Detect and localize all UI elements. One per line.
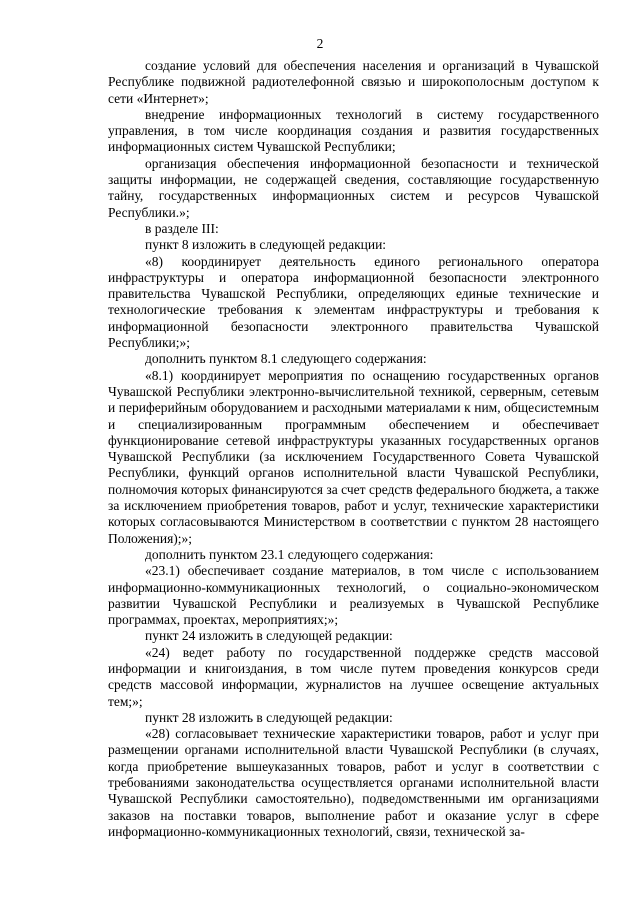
- paragraph: «24) ведет работу по государственной поддержке средств массовой информации и книгоиздания, в том числе путем проведения конкурсов среди средств массовой информации, журналистов на лучшее освещение актуальных тем;»;: [108, 644, 599, 709]
- paragraph: пункт 8 изложить в следующей редакции:: [145, 237, 387, 253]
- paragraph: дополнить пунктом 8.1 следующего содержания:: [145, 351, 427, 367]
- paragraph: организация обеспечения информационной безопасности и технической защиты информации, не содержащей сведения, составляющие государственную тайну, государственных информационных систем и ресурсов Чувашской Республики.»;: [108, 155, 599, 220]
- paragraph: «8.1) координирует мероприятия по оснащению государственных органов Чувашской Республики электронно-вычислительной техникой, серверным, сетевым и периферийным оборудованием и расходными материалами к ним, общесистемным и специализированным программным обеспечением и обеспечивает функционирование сетевой инфраструктуры указанных государственных органов Чувашской Республики (за исключением Государственного Совета Чувашской Республики, функций органов исполнительной власти Чувашской Республики, полномочия которых финансируются за счет средств федерального бюджета, а также за исключением приобретения товаров, работ и услуг, технические характеристики которых согласовываются Министерством в соответствии с пунктом 28 настоящего Положения);»;: [108, 367, 599, 546]
- paragraph: «23.1) обеспечивает создание материалов, в том числе с использованием информационно-коммуникационных технологий, о социально-экономическом развитии Чувашской Республики и реализуемых в Чувашской Республике программах, проектах, мероприятиях;»;: [108, 563, 599, 628]
- paragraph: «28) согласовывает технические характеристики товаров, работ и услуг при размещении органами исполнительной власти Чувашской Республики (в случаях, когда приобретение вышеуказанных товаров, работ и услуг в соответствии с требованиями законодательства осуществляется органами исполнительной власти Чувашской Республики самостоятельно), подведомственными им организациями заказов на поставки товаров, выполнение работ и оказание услуг в сфере информационно-коммуникационных технологий, связи, технической за-: [108, 726, 599, 839]
- paragraph: создание условий для обеспечения населения и организаций в Чувашской Республике подвижной радиотелефонной связью и широкополосным доступом к сети «Интернет»;: [108, 58, 599, 106]
- paragraph: внедрение информационных технологий в систему государственного управления, в том числе координация создания и развития государственных информационных систем Чувашской Республики;: [108, 106, 599, 155]
- page-number: 2: [316, 36, 324, 51]
- paragraph: дополнить пунктом 23.1 следующего содержания:: [145, 546, 434, 562]
- document-body: [108, 58, 599, 840]
- paragraph: «8) координирует деятельность единого регионального оператора инфраструктуры и оператора информационной безопасности электронного правительства Чувашской Республики, определяющих единые технические и технологические требования к элементам инфраструктуры и требования к информационной безопасности электронного правительства Чувашской Республики;»;: [108, 253, 599, 351]
- paragraph: пункт 28 изложить в следующей редакции:: [145, 709, 393, 725]
- paragraph: в разделе III:: [145, 220, 219, 236]
- paragraph: пункт 24 изложить в следующей редакции:: [145, 628, 393, 644]
